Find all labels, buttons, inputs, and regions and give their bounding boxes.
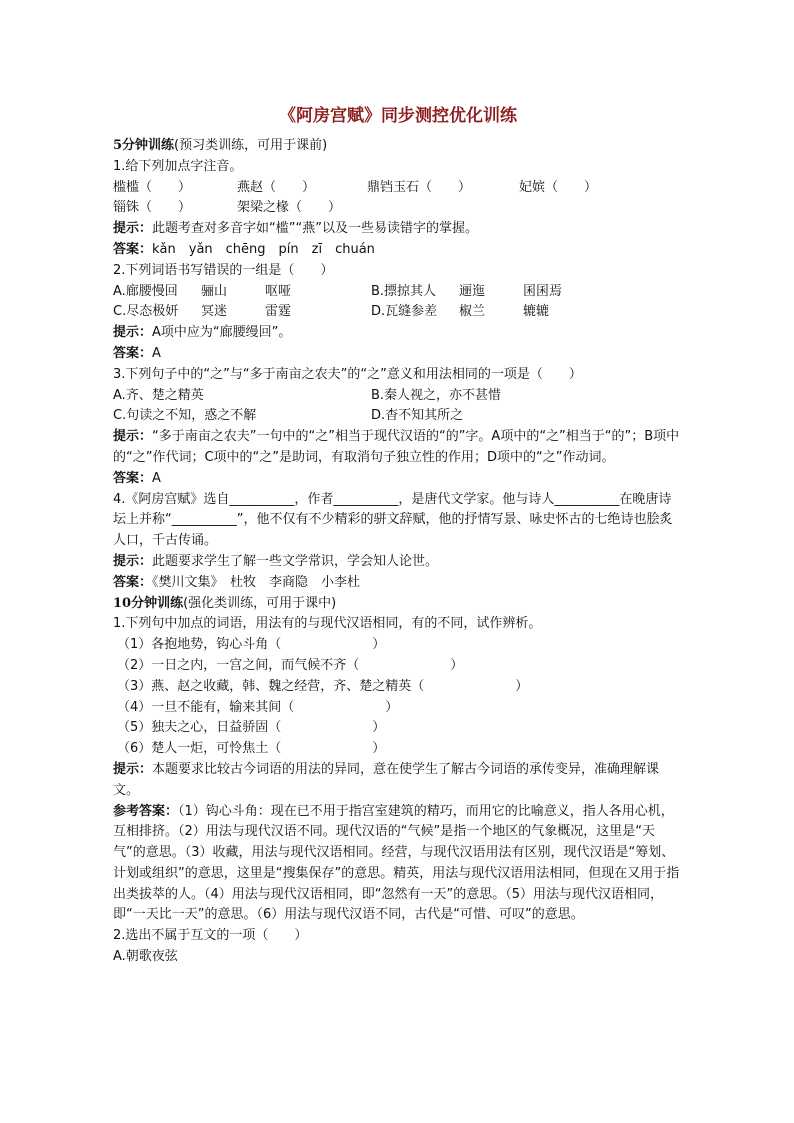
question-1-stem: 1.给下列加点字注音。 — [113, 158, 243, 174]
question-5-stem: 1.下列句中加点的词语，用法有的与现代汉语相同，有的不同，试作辨析。 — [113, 616, 542, 632]
question-1-row-2 — [113, 198, 683, 219]
pinyin-item: 锱铢（ ） — [113, 200, 192, 216]
question-2-options-cd: C.尽态极妍 冥迷 雷霆 D.瓦缝参差 椒兰 辘辘 — [113, 304, 550, 320]
pinyin-item: 槛槛（ ） — [113, 179, 192, 195]
page-title: 《阿房宫赋》同步测控优化训练 — [279, 106, 517, 126]
pinyin-item: 架梁之椽（ ） — [237, 200, 342, 216]
question-5-item: （1）各抱地势，钩心斗角（ ） — [117, 637, 386, 653]
question-3-answer: 答案：A — [113, 470, 161, 486]
question-1-answer: 答案：kǎn yǎn chēng pín zī chuán — [113, 241, 375, 257]
question-3-hint: 提示：“多于南亩之农夫”一句中的“之”相当于现代汉语的“的”字。A项中的“之”相当于“的”；B项中的“之”作代词；C项中的“之”是助词，有取消句子独立性的作用；D项中的“之”作动词。 — [113, 429, 680, 465]
question-5-answer: 参考答案：（1）钩心斗角：现在已不用于指宫室建筑的精巧，而用它的比喻意义，指人各用心机，互相排挤。（2）用法与现代汉语不同。现代汉语的“气候”是指一个地区的气象概况，这里是“天气”的意思。（3）收藏，用法与现代汉语相同。经营，与现代汉语用法有区别，现代汉语是“筹划、计划或组织”的意思，这里是“搜集保存”的意思。精英，用法与现代汉语用法相同，但现在又用于指出类拔萃的人。（4）用法与现代汉语相同，即“忽然有一天”的意思。（5）用法与现代汉语相同，即“一天比一天”的意思。（6）用法与现代汉语不同，古代是“可惜、可叹”的意思。 — [113, 803, 680, 923]
question-5-hint: 提示：本题要求比较古今词语的用法的异同，意在使学生了解古今词语的承传变异，准确理解课文。 — [113, 761, 660, 798]
question-5-item: （6）楚人一炬，可怜焦土（ ） — [117, 741, 386, 757]
question-3-options-cd: C.句读之不知，惑之不解 D.杳不知其所之 — [113, 408, 464, 424]
question-3-stem: 3.下列句子中的“之”与“多于南亩之农夫”的“之”意义和用法相同的一项是（ ） — [113, 366, 582, 382]
question-2-stem: 2.下列词语书写错误的一组是（ ） — [113, 262, 334, 278]
question-2-options-ab: A.廊腰慢回 骊山 呕哑 B.摽掠其人 逦迤 囷囷焉 — [113, 283, 563, 299]
question-1-row-1 — [113, 178, 683, 199]
section-heading-10min: 10分钟训练(强化类训练，可用于课中) — [113, 595, 337, 611]
question-6-option-a: A.朝歌夜弦 — [113, 949, 178, 965]
question-3-options-ab: A.齐、楚之精英 B.秦人视之，亦不甚惜 — [113, 387, 502, 403]
pinyin-item: 燕赵（ ） — [237, 179, 316, 195]
document-page — [113, 100, 683, 968]
question-2-hint: 提示：A项中应为“廊腰缦回”。 — [113, 325, 292, 341]
question-4-hint: 提示：此题要求学生了解一些文学常识，学会知人论世。 — [113, 553, 439, 569]
question-2-answer: 答案：A — [113, 345, 161, 361]
pinyin-item: 妃嫔（ ） — [519, 179, 598, 195]
question-5-item: （3）燕、赵之收藏，韩、魏之经营，齐、楚之精英（ ） — [117, 678, 529, 694]
question-4-stem: 4.《阿房宫赋》选自__________，作者__________，是唐代文学家。他与诗人__________在晚唐诗坛上并称“__________”，他不仅有不少精彩的骈文辞赋，他的抒情写景、咏史怀古的七绝诗也脍炙人口，千古传诵。 — [113, 491, 673, 549]
question-4-answer: 答案：《樊川文集》 杜牧 李商隐 小李杜 — [113, 574, 361, 590]
question-5-item: （2）一日之内，一宫之间，而气候不齐（ ） — [117, 657, 464, 673]
question-6-stem: 2.选出不属于互文的一项（ ） — [113, 928, 308, 944]
pinyin-item: 鼎铛玉石（ ） — [367, 179, 472, 195]
question-1-hint: 提示：此题考查对多音字如“槛”“燕”以及一些易读错字的掌握。 — [113, 221, 478, 237]
section-heading-5min: 5分钟训练(预习类训练，可用于课前) — [113, 138, 328, 153]
question-5-item: （4）一旦不能有，输来其间（ ） — [117, 699, 399, 715]
question-5-item: （5）独夫之心，日益骄固（ ） — [117, 720, 386, 736]
